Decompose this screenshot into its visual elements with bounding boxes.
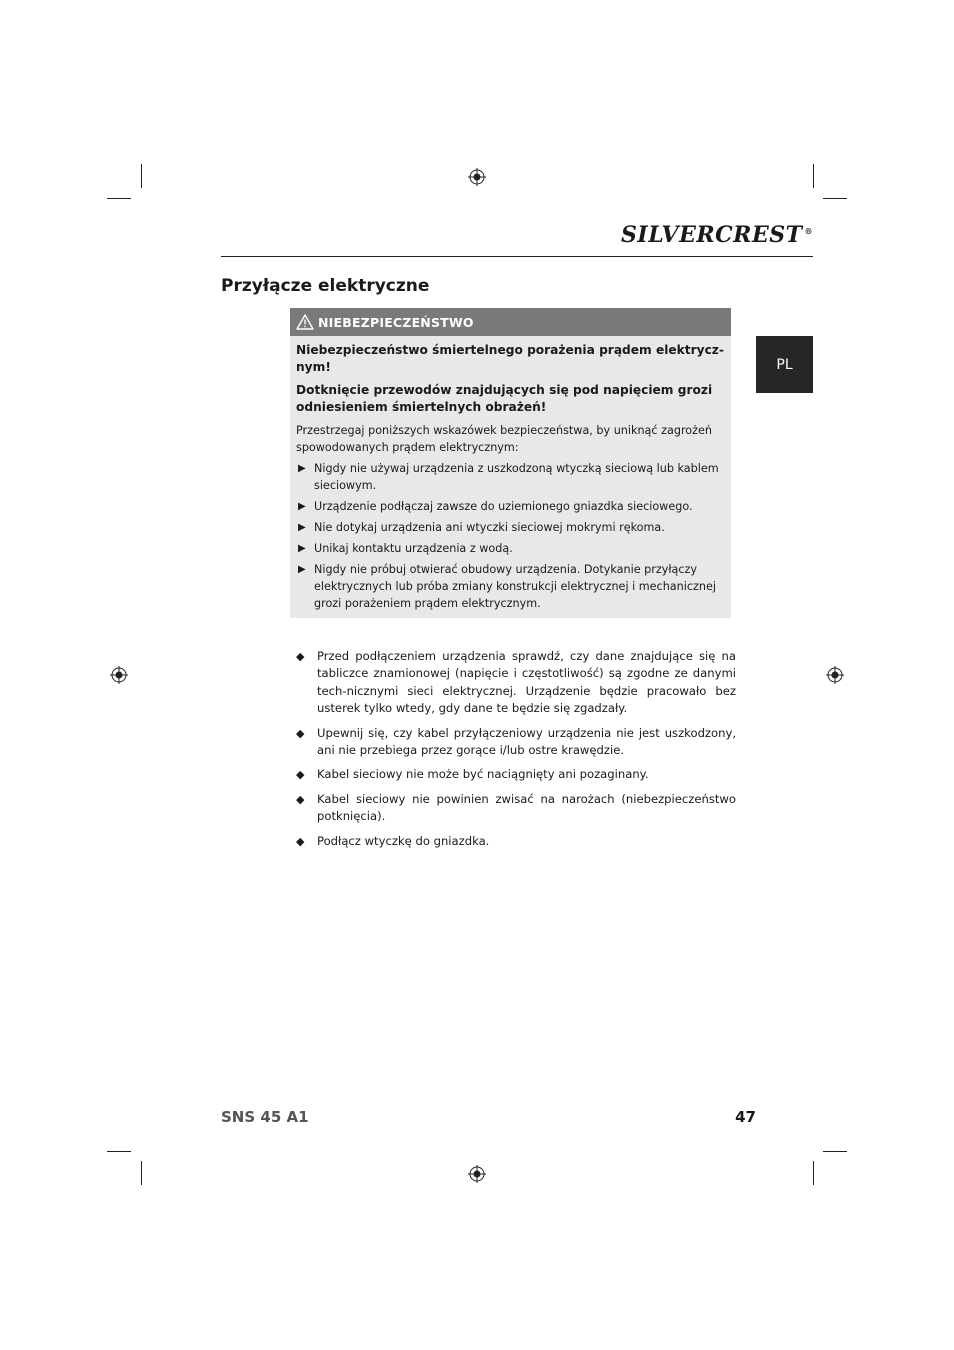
instruction-list [296,648,736,857]
brand-logo [621,222,813,248]
crop-mark [107,198,131,199]
list-item: ◆ Przed podłączeniem urządzenia sprawdź, czy dane znajdujące się na tabliczce znamionowej (napięcie i częstotliwość) są zgodne ze danymi tech-nicznymi sieci elektrycznej. Urządzenie będzie pracowało bez usterek tylko wtedy, gdy dane te będzie się zgadzały. [296,649,736,716]
list-item: ◆ Podłącz wtyczkę do gniazdka. [296,833,736,850]
warning-intro: Przestrzegaj poniższych wskazówek bezpieczeństwa, by uniknąć zagrożeń spowodowanych prądem elektrycznym: [296,424,712,454]
registration-mark-icon [468,168,486,186]
crop-mark [813,164,814,188]
crop-mark [823,198,847,199]
diamond-bullet-icon: ◆ [296,768,305,782]
diamond-bullet-icon: ◆ [296,726,305,740]
warning-strong-text: Niebezpieczeństwo śmiertelnego porażenia prądem elektrycz-nym! [296,343,724,374]
crop-mark [823,1151,847,1152]
registration-mark-icon [110,666,128,684]
warning-heading: NIEBEZPIECZEŃSTWO [318,314,474,330]
warning-strong-text: Dotknięcie przewodów znajdujących się pod napięciem grozi odniesieniem śmiertelnych obrażeń! [296,383,713,414]
list-item: ▶ Nigdy nie próbuj otwierać obudowy urządzenia. Dotykanie przyłączy elektrycznych lub próba zmiany konstrukcji elektrycznej i mechanicznej grozi porażeniem prądem elektrycznym. [298,563,716,610]
warning-header [290,308,731,336]
registration-mark-icon [468,1165,486,1183]
language-tab [756,336,813,393]
diamond-bullet-icon: ◆ [296,792,305,806]
registered-mark: ® [804,225,813,236]
list-item: ▶ Nigdy nie używaj urządzenia z uszkodzoną wtyczką sieciową lub kablem sieciowym. [298,462,719,492]
list-item: ◆ Kabel sieciowy nie może być naciągnięty ani pozaginany. [296,766,736,783]
triangle-bullet-icon: ▶ [298,564,306,575]
warning-list [296,460,725,612]
footer-model: SNS 45 A1 [221,1108,309,1126]
diamond-bullet-icon: ◆ [296,834,305,848]
language-tab-label: PL [776,356,793,373]
header-rule [221,256,813,257]
triangle-bullet-icon: ▶ [298,522,306,533]
brand-name: SILVERCREST [621,222,803,248]
list-item: ▶ Nie dotykaj urządzenia ani wtyczki sieciowej mokrymi rękoma. [298,521,665,534]
list-item: ▶ Urządzenie podłączaj zawsze do uziemionego gniazdka sieciowego. [298,500,693,513]
crop-mark [141,1161,142,1185]
page-title: Przyłącze elektryczne [221,276,430,296]
diamond-bullet-icon: ◆ [296,650,305,663]
registration-mark-icon [826,666,844,684]
crop-mark [141,164,142,188]
crop-mark [107,1151,131,1152]
triangle-bullet-icon: ▶ [298,543,306,554]
warning-triangle-icon [296,314,314,330]
list-item: ◆ Upewnij się, czy kabel przyłączeniowy urządzenia nie jest uszkodzony, ani nie przebiega przez gorące i/lub ostre krawędzie. [296,725,736,758]
triangle-bullet-icon: ▶ [298,501,306,512]
page-number: 47 [735,1108,756,1126]
danger-warning-box [290,308,731,618]
crop-mark [813,1161,814,1185]
list-item: ▶ Unikaj kontaktu urządzenia z wodą. [298,542,513,555]
list-item: ◆ Kabel sieciowy nie powinien zwisać na narożach (niebezpieczeństwo potknięcia). [296,791,736,824]
triangle-bullet-icon: ▶ [298,463,306,474]
